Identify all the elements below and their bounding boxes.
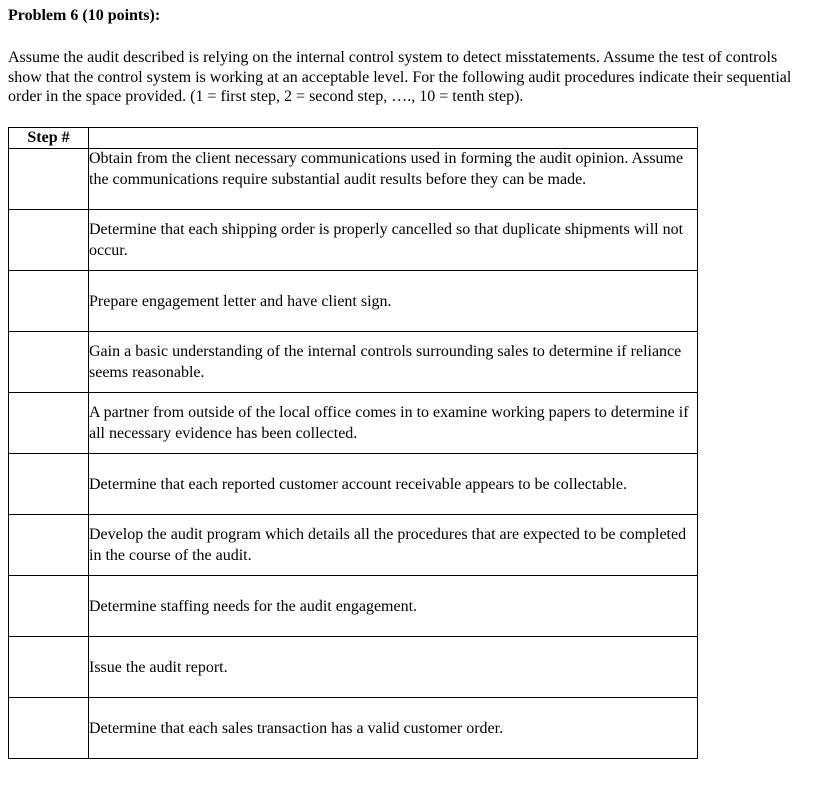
procedure-description: Gain a basic understanding of the internal controls surrounding sales to determine if reliance seems reasonable. (89, 332, 698, 393)
procedure-description: Determine that each shipping order is properly cancelled so that duplicate shipments will not occur. (89, 210, 698, 271)
procedure-description: A partner from outside of the local office comes in to examine working papers to determine if all necessary evidence has been collected. (89, 393, 698, 454)
step-input-cell[interactable] (9, 515, 89, 576)
table-row (9, 515, 698, 576)
problem-instructions: Assume the audit described is relying on the internal control system to detect misstatements. Assume the test of controls show that the control system is working at an acceptable level. For the following audit procedures indicate their sequential order in the space provided. (1 = first step, 2 = second step, …., 10 = tenth step). (8, 49, 792, 105)
procedure-description: Determine that each sales transaction has a valid customer order. (89, 698, 698, 759)
document-page (8, 6, 808, 737)
step-input-cell[interactable] (9, 698, 89, 759)
procedure-description: Determine staffing needs for the audit engagement. (89, 576, 698, 637)
step-input-cell[interactable] (9, 637, 89, 698)
step-input-cell[interactable] (9, 332, 89, 393)
table-row (9, 454, 698, 515)
procedure-description: Prepare engagement letter and have client sign. (89, 271, 698, 332)
table-row (9, 576, 698, 637)
procedure-description: Obtain from the client necessary communications used in forming the audit opinion. Assume the communications require substantial audit results before they can be made. (89, 149, 698, 210)
step-number-header: Step # (9, 128, 89, 149)
table-row (9, 271, 698, 332)
table-row (9, 698, 698, 759)
step-input-cell[interactable] (9, 393, 89, 454)
table-row (9, 393, 698, 454)
step-input-cell[interactable] (9, 271, 89, 332)
table-row (9, 210, 698, 271)
procedure-description: Determine that each reported customer account receivable appears to be collectable. (89, 454, 698, 515)
table-row (9, 637, 698, 698)
table-row (9, 149, 698, 210)
audit-steps-table (8, 127, 698, 759)
step-input-cell[interactable] (9, 210, 89, 271)
table-row (9, 332, 698, 393)
step-input-cell[interactable] (9, 454, 89, 515)
procedure-description: Issue the audit report. (89, 637, 698, 698)
problem-title: Problem 6 (10 points): (8, 7, 161, 24)
step-input-cell[interactable] (9, 149, 89, 210)
table-header-row (9, 128, 698, 149)
procedure-description: Develop the audit program which details all the procedures that are expected to be completed in the course of the audit. (89, 515, 698, 576)
procedure-header (89, 128, 698, 149)
step-input-cell[interactable] (9, 576, 89, 637)
